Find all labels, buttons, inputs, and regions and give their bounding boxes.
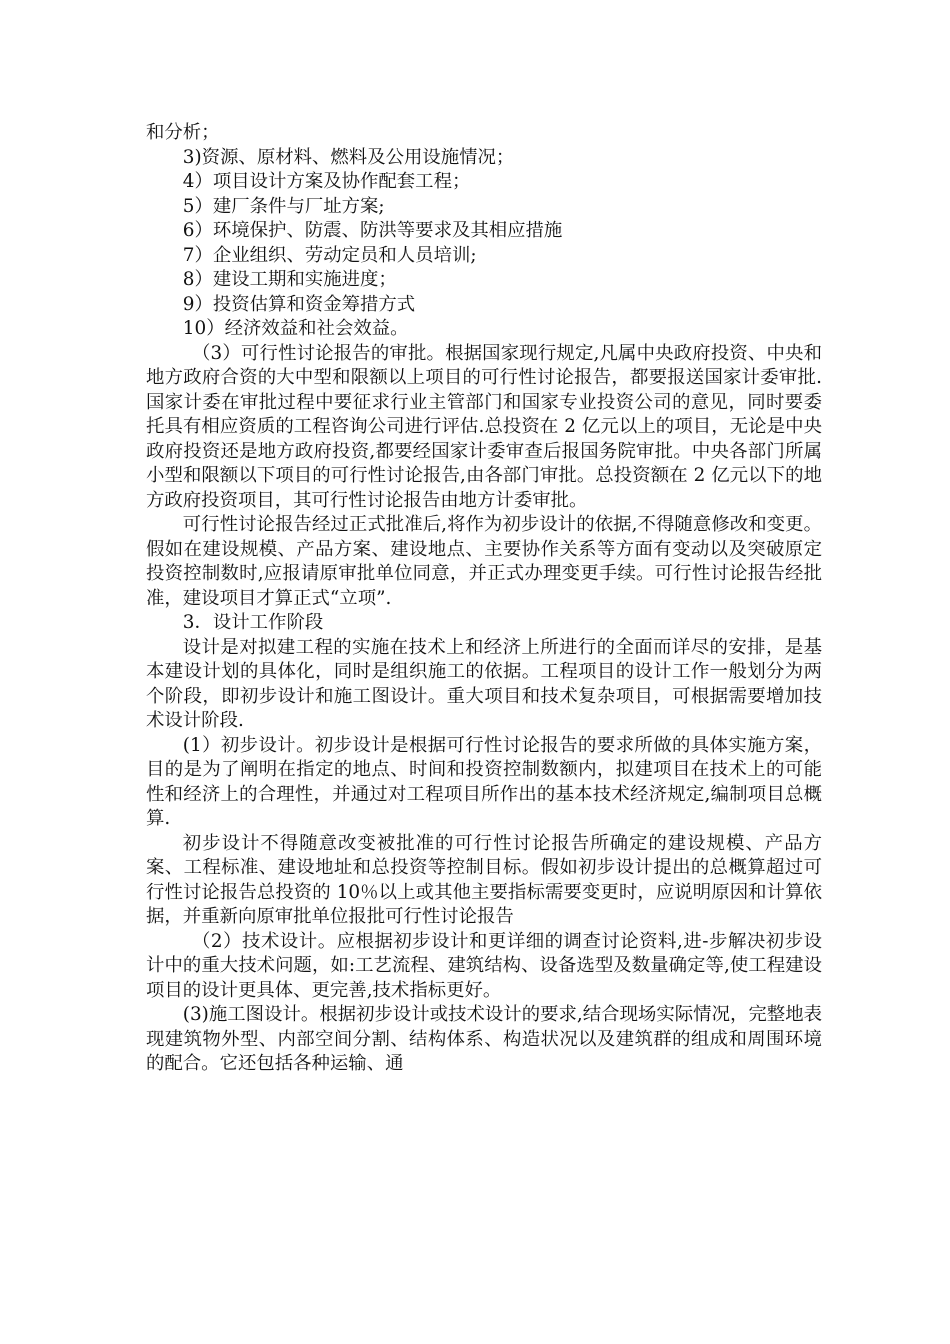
- list-item-5: 5）建厂条件与厂址方案;: [182, 195, 385, 217]
- list-item-7: 7）企业组织、劳动定员和人员培训;: [182, 244, 477, 266]
- document-page: [146, 121, 822, 1077]
- list-item-10: 10）经济效益和社会效益。: [182, 318, 409, 339]
- paragraph-continuation: 和分析；: [146, 122, 220, 143]
- paragraph-construction-drawing: (3)施工图设计。根据初步设计或技术设计的要求,结合现场实际情况，完整地表现建筑物外型、内部空间分割、结构体系、构造状况以及建筑群的组成和周围环境的配合。它还包括各种运输、通: [146, 1004, 822, 1074]
- paragraph-preliminary-design: (1）初步设计。初步设计是根据可行性讨论报告的要求所做的具体实施方案，目的是为了阐明在指定的地点、时间和投资控制数额内，拟建项目在技术上的可能性和经济上的合理性，并通过对工程项目所作出的基本技术经济规定,编制项目总概算.: [146, 734, 822, 829]
- paragraph-design-intro: 设计是对拟建工程的实施在技术上和经济上所进行的全面而详尽的安排，是基本建设计划的具体化，同时是组织施工的依据。工程项目的设计工作一般划分为两个阶段，即初步设计和施工图设计。重大项目和技术复杂项目，可根据需要增加技术设计阶段.: [146, 636, 822, 731]
- paragraph-technical-design: （2）技术设计。应根据初步设计和更详细的调查讨论资料,进-步解决初步设计中的重大技术问题，如:工艺流程、建筑结构、设备选型及数量确定等,使工程建设项目的设计更具体、更完善,技术指标更好。: [146, 930, 822, 1001]
- paragraph-approved-report: 可行性讨论报告经过正式批准后,将作为初步设计的依据,不得随意修改和变更。假如在建设规模、产品方案、建设地点、主要协作关系等方面有变动以及突破原定投资控制数时,应报请原审批单位同意，并正式办理变更手续。可行性讨论报告经批准，建设项目才算正式“立项”.: [146, 514, 822, 609]
- list-item-9: 9）投资估算和资金筹措方式: [182, 293, 416, 315]
- list-item-8: 8）建设工期和实施进度；: [182, 269, 397, 290]
- list-item-4: 4）项目设计方案及协作配套工程；: [182, 171, 471, 192]
- list-item-6: 6）环境保护、防震、防洪等要求及其相应措施: [182, 220, 563, 241]
- section-heading-design-stage: 3．设计工作阶段: [182, 612, 324, 633]
- paragraph-approval: （3）可行性讨论报告的审批。根据国家现行规定,凡属中央政府投资、中央和地方政府合资的大中型和限额以上项目的可行性讨论报告，都要报送国家计委审批.国家计委在审批过程中要征求行业主管部门和国家专业投资公司的意见，同时要委托具有相应资质的工程咨询公司进行评估.总投资在 2 亿元以上的项目，无论是中央政府投资还是地方政府投资,都要经国家计委审查后报国务院审批。中央各部门所属小型和限额以下项目的可行性讨论报告,由各部门审批。总投资额在 2 亿元以下的地方政府投资项目，其可行性讨论报告由地方计委审批。: [146, 342, 822, 511]
- paragraph-preliminary-constraints: 初步设计不得随意改变被批准的可行性讨论报告所确定的建设规模、产品方案、工程标准、建设地址和总投资等控制目标。假如初步设计提出的总概算超过可行性讨论报告总投资的 10％以上或其他主要指标需要变更时，应说明原因和计算依据，并重新向原审批单位报批可行性讨论报告: [146, 832, 822, 927]
- list-item-3: 3)资源、原材料、燃料及公用设施情况；: [182, 146, 515, 168]
